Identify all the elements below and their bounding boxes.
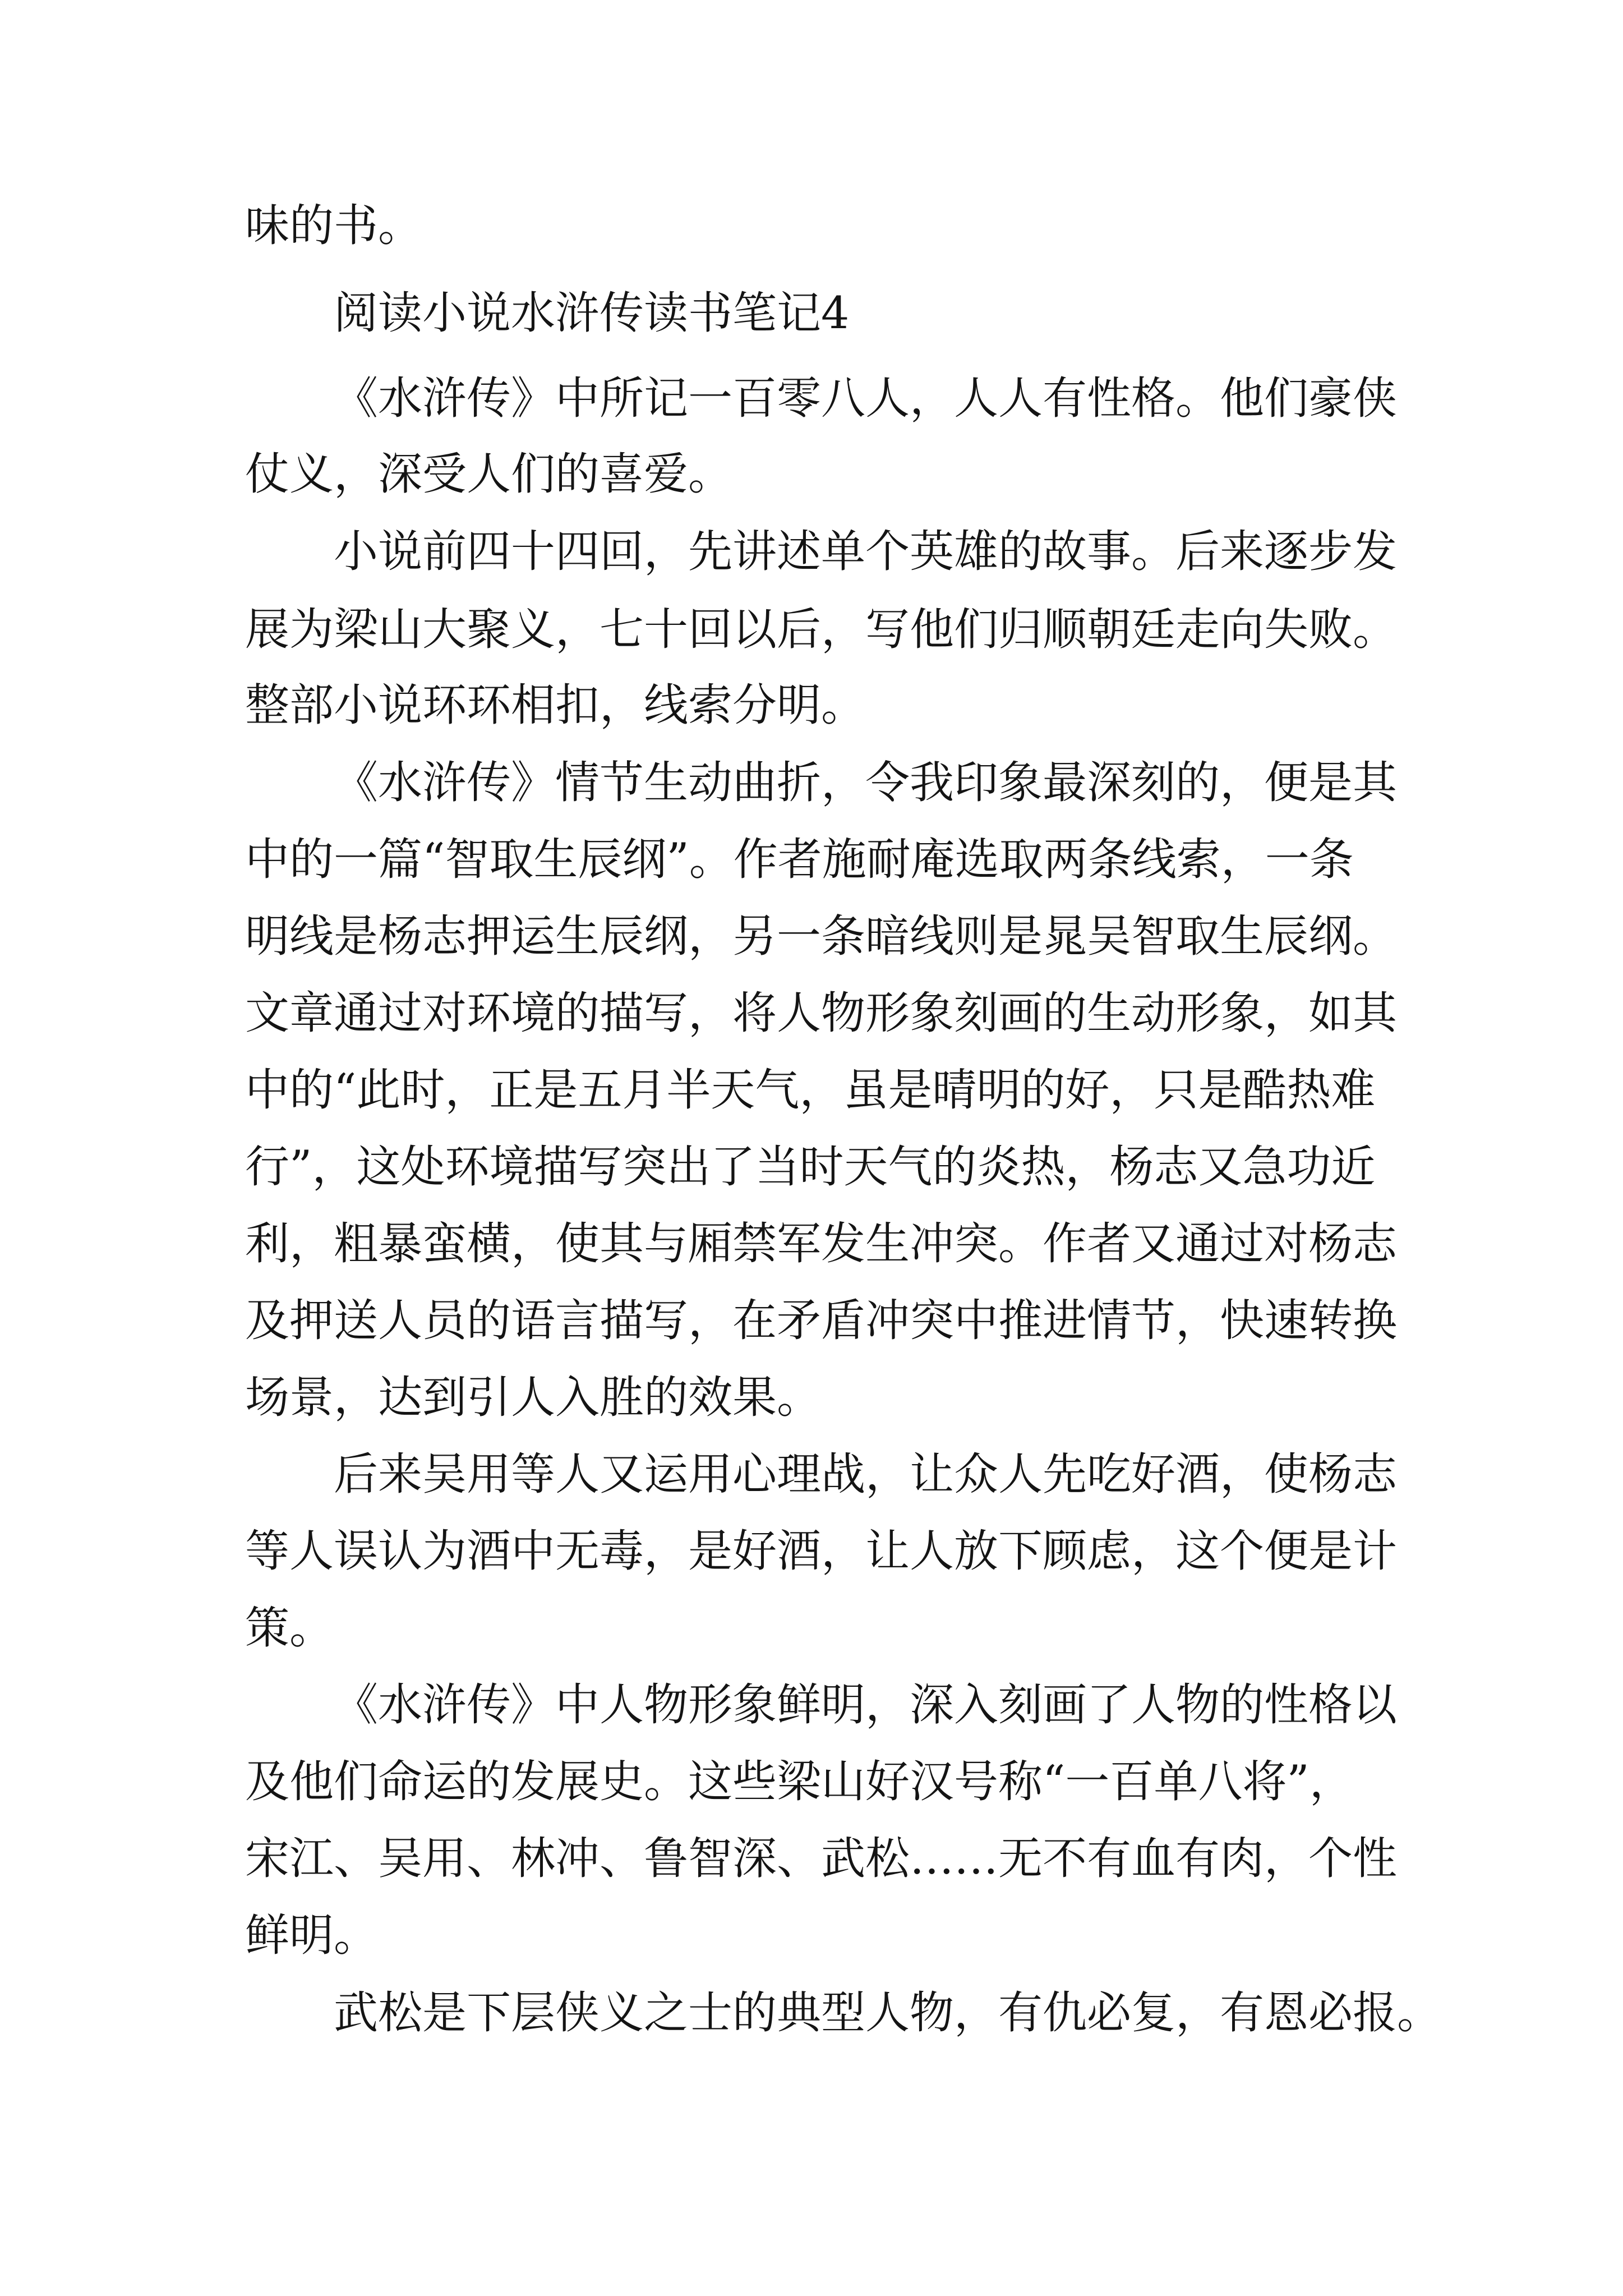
text-line: 仗义，深受人们的喜爱。	[245, 448, 732, 500]
text-line: 策。	[245, 1602, 334, 1654]
text-line: 及他们命运的发展史。这些梁山好汉号称“一百单八将”，	[245, 1756, 1354, 1807]
text-line: 明线是杨志押运生辰纲，另一条暗线则是晁吴智取生辰纲。	[245, 910, 1397, 962]
text-line: 《水浒传》情节生动曲折，令我印象最深刻的，便是其	[334, 757, 1397, 808]
text-line: 味的书。	[245, 200, 422, 251]
text-line: 整部小说环环相扣，线索分明。	[245, 679, 865, 731]
text-line: 后来吴用等人又运用心理战，让众人先吃好酒，使杨志	[334, 1448, 1397, 1500]
text-line: 文章通过对环境的描写，将人物形象刻画的生动形象，如其	[245, 987, 1397, 1039]
text-line: 中的“此时，正是五月半天气，虽是晴明的好，只是酷热难	[245, 1064, 1376, 1116]
text-line: 鲜明。	[245, 1910, 378, 1961]
text-line: 行”，这处环境描写突出了当时天气的炎热，杨志又急功近	[245, 1141, 1376, 1193]
text-line: 展为梁山大聚义，七十回以后，写他们归顺朝廷走向失败。	[245, 604, 1397, 655]
text-line: 场景，达到引人入胜的效果。	[245, 1372, 821, 1423]
text-line: 及押送人员的语言描写，在矛盾冲突中推进情节，快速转换	[245, 1295, 1397, 1346]
section-heading: 阅读小说水浒传读书笔记4	[334, 287, 850, 339]
text-line: 武松是下层侠义之士的典型人物，有仇必复，有恩必报。	[334, 1987, 1441, 2039]
text-line: 利，粗暴蛮横，使其与厢禁军发生冲突。作者又通过对杨志	[245, 1218, 1397, 1269]
text-line: 《水浒传》中所记一百零八人，人人有性格。他们豪侠	[334, 372, 1397, 424]
text-line: 《水浒传》中人物形象鲜明，深入刻画了人物的性格以	[334, 1679, 1397, 1731]
text-line: 等人误认为酒中无毒，是好酒，让人放下顾虑，这个便是计	[245, 1525, 1397, 1577]
text-line: 小说前四十四回，先讲述单个英雄的故事。后来逐步发	[334, 526, 1397, 577]
text-line: 宋江、吴用、林冲、鲁智深、武松……无不有血有肉，个性	[245, 1833, 1397, 1884]
text-line: 中的一篇“智取生辰纲”。作者施耐庵选取两条线索，一条	[245, 834, 1354, 885]
